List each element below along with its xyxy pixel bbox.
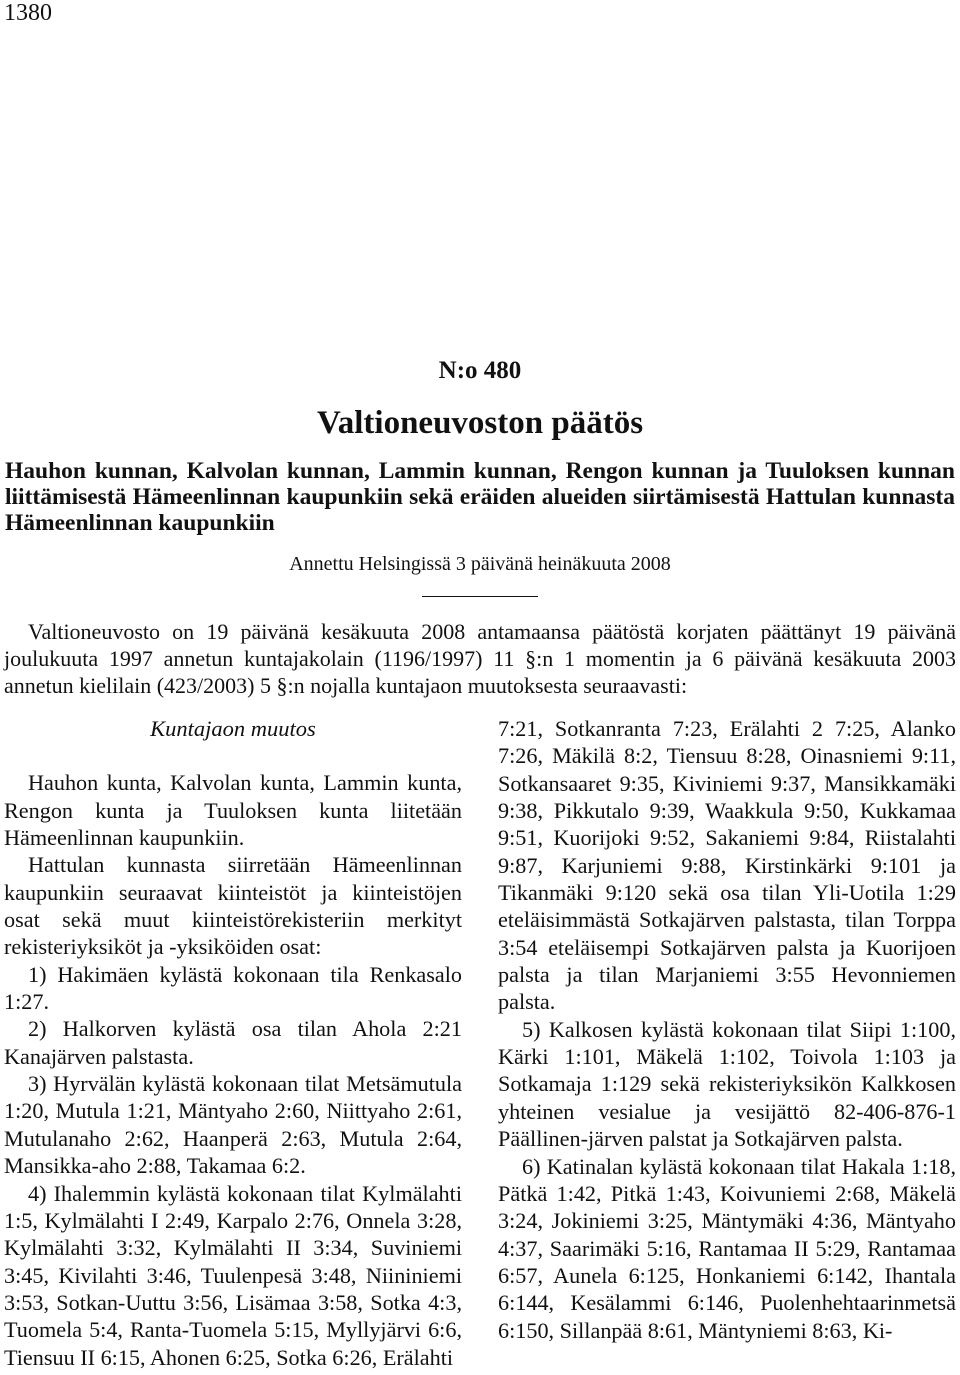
paragraph: Hattulan kunnasta siirretään Hämeenlinnan kaupunkiin seuraavat kiinteistöt ja kiinteistöjen osat sekä muut kiinteistörekisteriin merkityt rekisteriyksiköt ja -yksiköiden osat: [4,852,462,960]
separator-rule [422,596,538,597]
paragraph: 3) Hyrvälän kylästä kokonaan tilat Metsämutula 1:20, Mutula 1:21, Mäntyaho 2:60, Niittyaho 2:61, Mutulanaho 2:62, Haanperä 2:63, Mutula 2:64, Mansikka-aho 2:88, Takamaa 6:2. [4,1071,462,1179]
dateline: Annettu Helsingissä 3 päivänä heinäkuuta 2008 [289,553,671,575]
paragraph: 2) Halkorven kylästä osa tilan Ahola 2:21 Kanajärven palstasta. [4,1016,462,1069]
paragraph-continued: 7:21, Sotkanranta 7:23, Erälahti 2 7:25, Alanko 7:26, Mäkilä 8:2, Tiensuu 8:28, Oinasniemi 9:11, Sotkansaaret 9:35, Kiviniemi 9:37, Mansikkamäki 9:38, Pikkutalo 9:39, Waakkula 9:50, Kukkamaa 9:51, Kuorijoki 9:52, Sakaniemi 9:84, Riistalahti 9:87, Karjuniemi 9:88, Kirstinkärki 9:101 ja Tikanmäki 9:120 sekä osa tilan Yli-Uotila 1:29 eteläisimmästä Sotkajärven palstasta, tilan Torppa 3:54 eteläisempi Sotkajärven palsta ja Kuorijoen palsta ja tilan Marjaniemi 3:55 Hevonniemen palsta. [498,716,956,1015]
preamble [4,618,956,700]
paragraph: 1) Hakimäen kylästä kokonaan tila Renkasalo 1:27. [4,961,462,1015]
page-number: 1380 [4,0,52,26]
paragraph: 6) Katinalan kylästä kokonaan tilat Hakala 1:18, Pätkä 1:42, Pitkä 1:43, Koivuniemi 2:68, Mäkelä 3:24, Jokiniemi 3:25, Mäntymäki 4:36, Mäntyaho 4:37, Saarimäki 5:16, Rantamaa II 5:29, Rantamaa 6:57, Aunela 6:125, Honkaniemi 6:142, Ihantala 6:144, Kesälammi 6:146, Puolenhehtaarinmetsä 6:150, Sillanpää 8:61, Mäntyniemi 8:63, Ki- [498,1153,956,1343]
paragraph: Hauhon kunta, Kalvolan kunta, Lammin kunta, Rengon kunta ja Tuuloksen kunta liitetään Hämeenlinnan kaupunkiin. [4,770,462,851]
statute-number: N:o 480 [438,357,522,384]
preamble-text: Valtioneuvosto on 19 päivänä kesäkuuta 2008 antamaansa päätöstä korjaten päättänyt 19 päivänä joulukuuta 1997 annetun kuntajakolain (1196/1997) 11 §:n 1 momentin ja 6 päivänä kesäkuuta 2003 annetun kielilain (423/2003) 5 §:n nojalla kuntajaon muutoksesta seuraavasti: [4,619,956,699]
section-heading: Kuntajaon muutos [150,716,316,741]
paragraph: 5) Kalkosen kylästä kokonaan tilat Siipi 1:100, Kärki 1:101, Mäkelä 1:102, Toivola 1:103 ja Sotkamaja 1:129 sekä rekisteriyksikön Kalkkosen yhteinen vesialue ja vesijättö 82-406-876-1 Päällinen-järven palstat ja Sotkajärven palsta. [498,1016,956,1152]
document-title: Valtioneuvoston päätös [316,405,644,441]
paragraph: 4) Ihalemmin kylästä kokonaan tilat Kylmälahti 1:5, Kylmälahti I 2:49, Karpalo 2:76, Onnela 3:28, Kylmälahti 3:32, Kylmälahti II 3:34, Suviniemi 3:45, Kivilahti 3:46, Tuulenpesä 3:48, Niininiemi 3:53, Sotkan-Uuttu 3:56, Lisämaa 3:58, Sotka 4:3, Tuomela 5:4, Ranta-Tuomela 5:15, Myllyjärvi 6:6, Tiensuu II 6:15, Ahonen 6:25, Sotka 6:26, Erälahti [4,1180,462,1370]
right-column [498,715,956,1344]
left-column [4,715,462,1371]
document-subtitle: Hauhon kunnan, Kalvolan kunnan, Lammin kunnan, Rengon kunnan ja Tuuloksen kunnan liittämisestä Hämeenlinnan kaupunkiin sekä eräiden alueiden siirtämisestä Hattulan kunnasta Hämeenlinnan kaupunkiin [5,458,955,536]
